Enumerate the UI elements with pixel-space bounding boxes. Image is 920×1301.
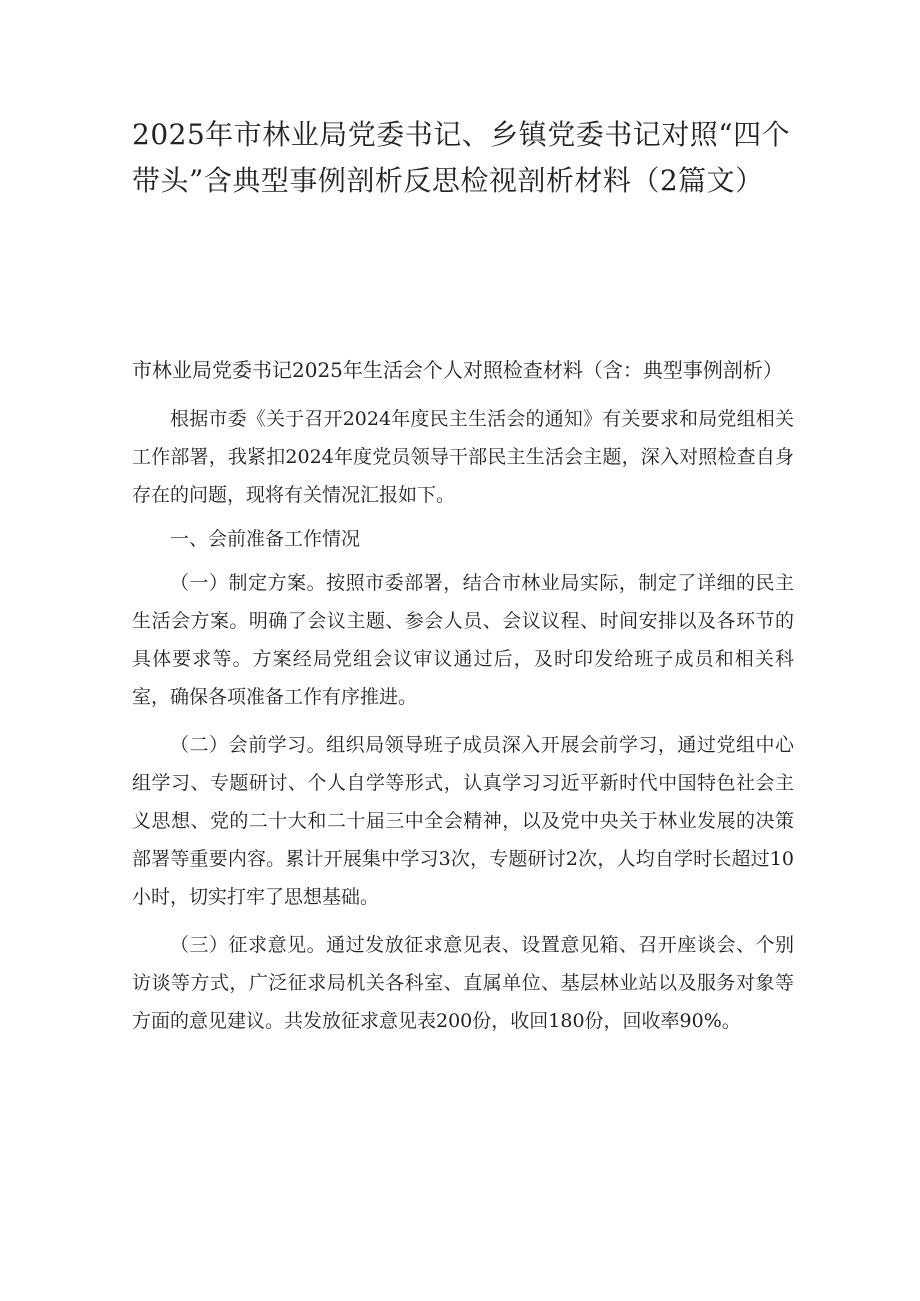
paragraph-plan: （一）制定方案。按照市委部署，结合市林业局实际，制定了详细的民主生活会方案。明确了会议主题、参会人员、会议议程、时间安排以及各环节的具体要求等。方案经局党组会议审议通过后，及时印发给班子成员和相关科室，确保各项准备工作有序推进。 <box>132 572 794 708</box>
document-title: 2025年市林业局党委书记、乡镇党委书记对照“四个带头”含典型事例剖析反思检视剖析材料（2篇文） <box>132 118 791 197</box>
document-body <box>132 400 794 1050</box>
paragraph-heading-1: 一、会前准备工作情况 <box>170 528 361 550</box>
paragraph-intro: 根据市委《关于召开2024年度民主生活会的通知》有关要求和局党组相关工作部署，我紧扣2024年度党员领导干部民主生活会主题，深入对照检查自身存在的问题，现将有关情况汇报如下。 <box>132 408 794 506</box>
paragraph-study: （二）会前学习。组织局领导班子成员深入开展会前学习，通过党组中心组学习、专题研讨、个人自学等形式，认真学习习近平新时代中国特色社会主义思想、党的二十大和二十届三中全会精神，以及党中央关于林业发展的决策部署等重要内容。累计开展集中学习3次，专题研讨2次，人均自学时长超过10小时，切实打牢了思想基础。 <box>132 734 794 908</box>
section-heading: 市林业局党委书记2025年生活会个人对照检查材料（含：典型事例剖析） <box>132 358 783 382</box>
paragraph-opinions: （三）征求意见。通过发放征求意见表、设置意见箱、召开座谈会、个别访谈等方式，广泛征求局机关各科室、直属单位、基层林业站以及服务对象等方面的意见建议。共发放征求意见表200份，收回180份，回收率90%。 <box>132 934 794 1032</box>
